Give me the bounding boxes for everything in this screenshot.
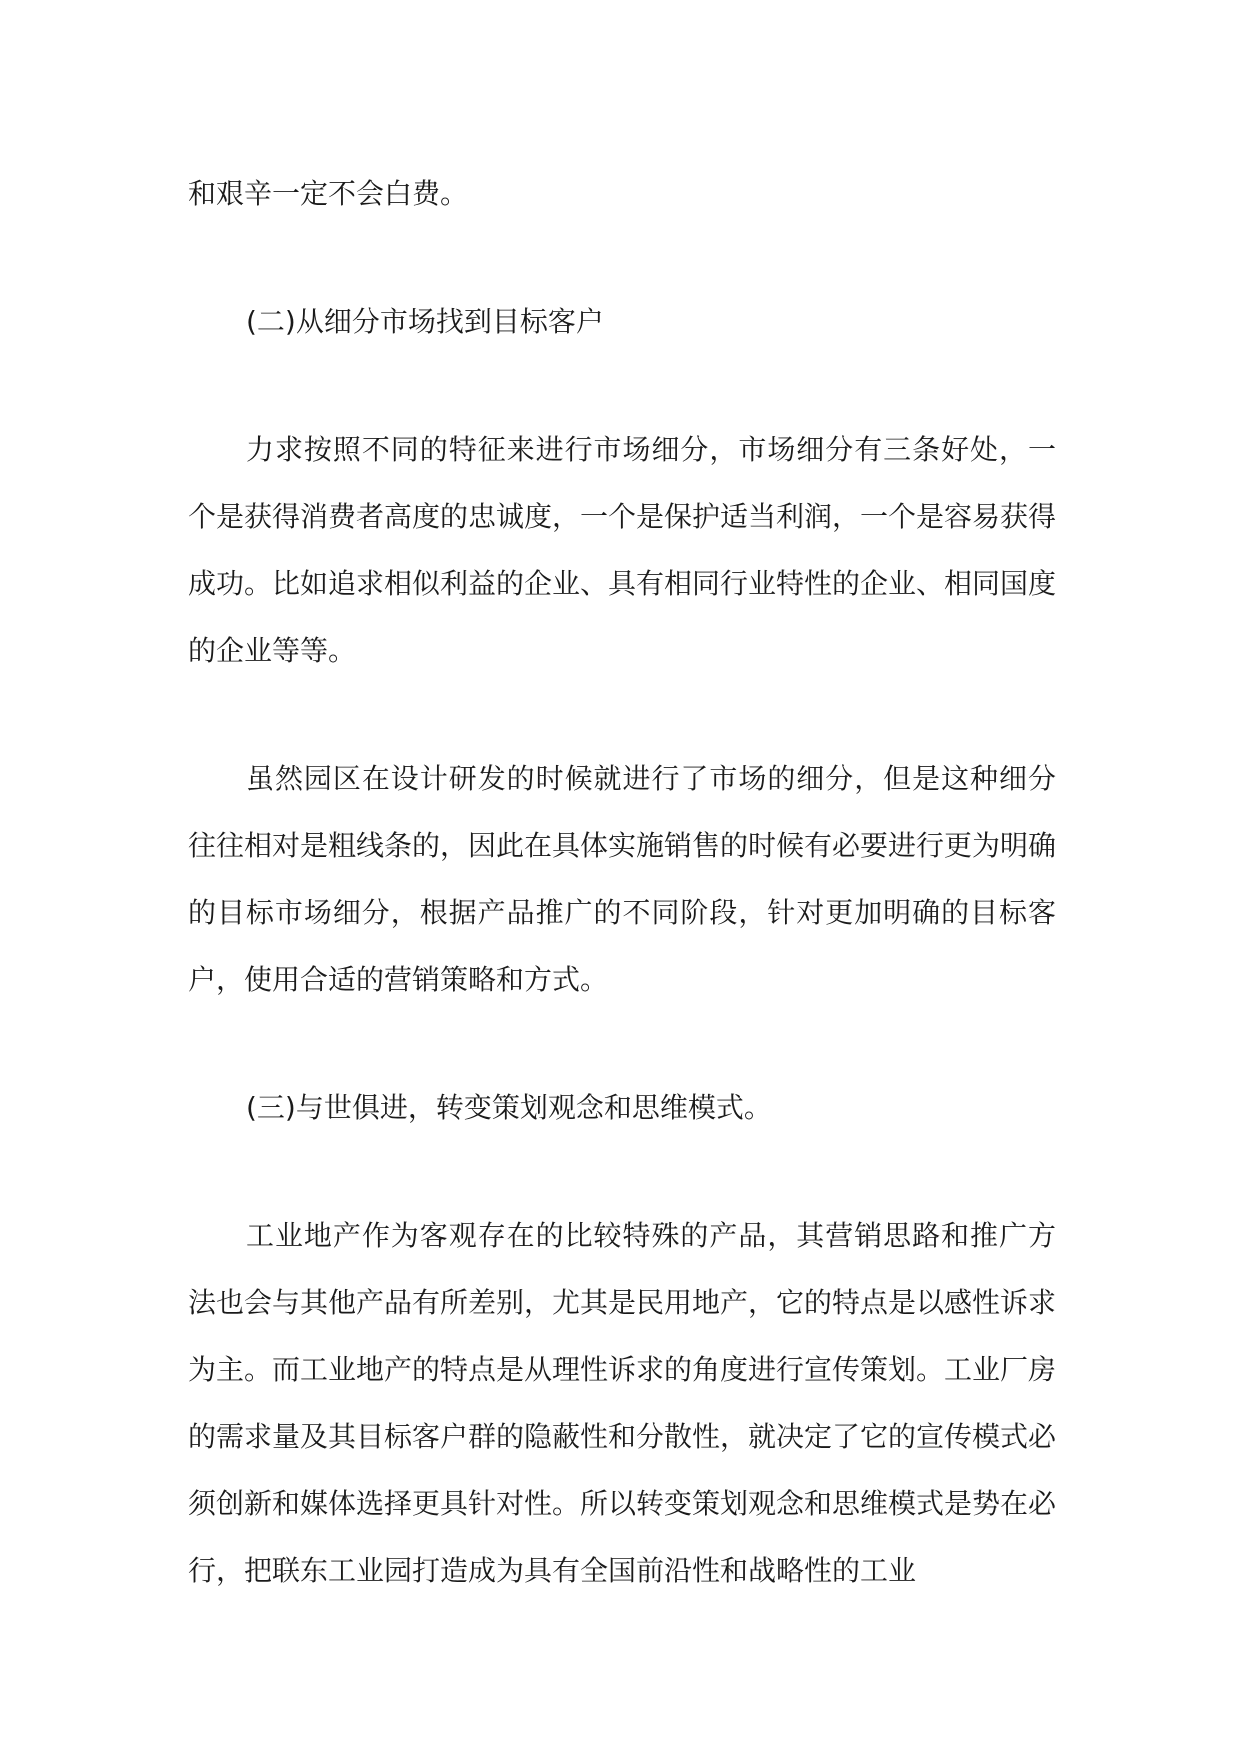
paragraph-target-market: 虽然园区在设计研发的时候就进行了市场的细分，但是这种细分往往相对是粗线条的，因此在具体实施销售的时候有必要进行更为明确的目标市场细分，根据产品推广的不同阶段，针对更加明确的目标客户，使用合适的营销策略和方式。	[188, 762, 1057, 996]
section-heading-2: (二)从细分市场找到目标客户	[246, 305, 604, 338]
document-body	[188, 160, 1056, 1665]
paragraph-industrial-estate: 工业地产作为客观存在的比较特殊的产品，其营销思路和推广方法也会与其他产品有所差别，尤其是民用地产，它的特点是以感性诉求为主。而工业地产的特点是从理性诉求的角度进行宣传策划。工业厂房的需求量及其目标客户群的隐蔽性和分散性，就决定了它的宣传模式必须创新和媒体选择更具针对性。所以转变策划观念和思维模式是势在必行，把联东工业园打造成为具有全国前沿性和战略性的工业	[188, 1219, 1057, 1587]
paragraph-market-segmentation: 力求按照不同的特征来进行市场细分，市场细分有三条好处，一个是获得消费者高度的忠诚度，一个是保护适当利润，一个是容易获得成功。比如追求相似利益的企业、具有相同行业特性的企业、相同国度的企业等等。	[188, 433, 1057, 667]
section-heading-3: (三)与世俱进，转变策划观念和思维模式。	[246, 1091, 772, 1124]
paragraph-continuation: 和艰辛一定不会白费。	[188, 177, 469, 210]
